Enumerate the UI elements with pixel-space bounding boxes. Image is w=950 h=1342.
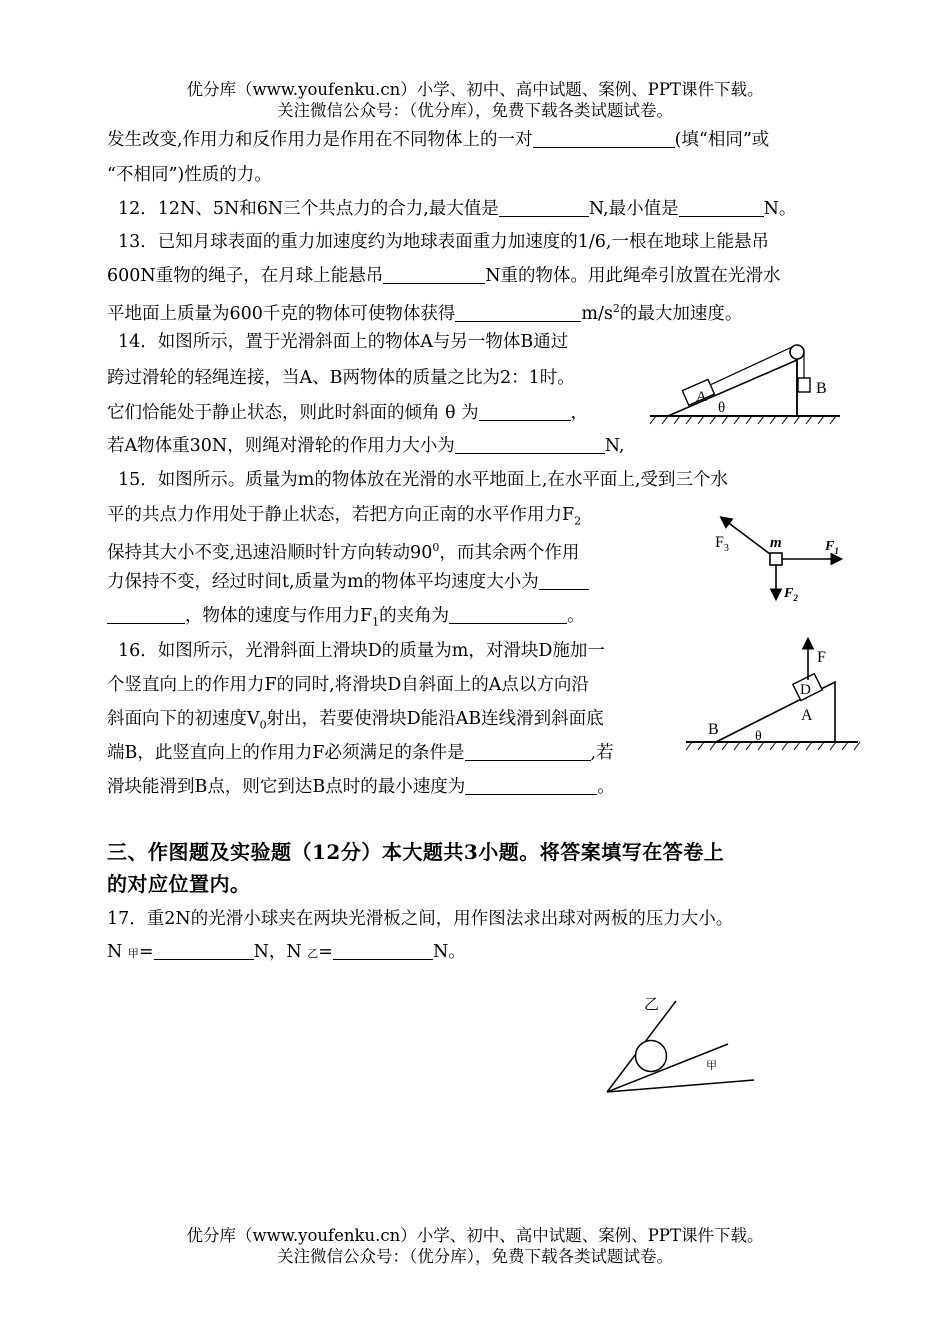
page-footer-line2: 关注微信公众号：（优分库），免费下载各类试题试卷。 [277, 1247, 673, 1266]
q17-fig-label-yi: 乙 [644, 997, 660, 1013]
q14-force-blank[interactable] [455, 435, 605, 454]
page-footer-line1: 优分库（www.youfenku.cn）小学、初中、高中试题、案例、PPT课件下载。 [186, 1226, 764, 1245]
section3-heading-line2: 的对应位置内。 [107, 872, 251, 896]
q13-unit-exponent: 2 [612, 302, 620, 315]
q16-line3 [107, 707, 604, 738]
q13-text-d: 的最大加速度。 [619, 303, 743, 324]
q17-line1: 17．重2N的光滑小球夹在两块光滑板之间，用作图法求出球对两板的压力大小。 [107, 909, 734, 929]
q15-velocity-blank-part1[interactable] [539, 571, 589, 590]
q15-text-f: 的夹角为 [379, 606, 450, 626]
q17-ball-plates-figure [600, 990, 760, 1100]
q15-line4 [107, 570, 589, 594]
q16-text-c: 端B，此竖直向上的作用力F必须满足的条件是 [107, 743, 465, 763]
page-header-line2: 关注微信公众号：（优分库），免费下载各类试题试卷。 [277, 101, 673, 120]
q16-text-a: 斜面向下的初速度V [107, 709, 260, 729]
q15-f1-subscript: 1 [372, 615, 380, 629]
q15-force-figure [700, 500, 860, 610]
q16-line2: 个竖直向上的作用力F的同时,将滑块D自斜面上的A点以方向沿 [107, 675, 589, 695]
q17-n-jia-sub: 甲 [127, 947, 139, 960]
q17-fig-label-jia: 甲 [706, 1060, 717, 1072]
q16-text-e: 滑块能滑到B点，则它到达B点时的最小速度为 [107, 777, 466, 797]
q17-yi-blank[interactable] [333, 941, 433, 960]
q15-text-e: ，物体的速度与作用力F [185, 606, 373, 626]
q14-line3 [107, 401, 588, 425]
q14-text-d: N, [604, 436, 625, 456]
q15-degree-sup: 0 [432, 541, 440, 554]
q12-line [118, 197, 796, 221]
q12-max-blank[interactable] [499, 198, 589, 217]
q13-line1: 13．已知月球表面的重力加速度约为地球表面重力加速度的1/6,一根在地球上能悬吊 [118, 232, 769, 252]
q16-line4 [107, 741, 614, 765]
q17-jia-blank[interactable] [154, 941, 254, 960]
q14-text-a: 它们恰能处于静止状态，则此时斜面的倾角 θ 为 [107, 403, 479, 423]
q13-text-b: N重的物体。用此绳牵引放置在光滑水 [485, 266, 781, 286]
q14-line4 [107, 434, 624, 458]
q16-fig-label-d: D [800, 682, 811, 698]
q15-line1: 15．如图所示。质量为m的物体放在光滑的水平地面上,在水平面上,受到三个水 [118, 470, 728, 490]
q11-line2: “不相同”)性质的力。 [107, 165, 272, 185]
q14-fig-label-b: B [816, 380, 827, 397]
q15-angle-blank[interactable] [449, 605, 567, 624]
q17-eq2: = [318, 942, 333, 962]
q17-n-jia: N [107, 942, 123, 962]
q15-line2 [107, 503, 581, 534]
q16-line1: 16．如图所示，光滑斜面上滑块D的质量为m，对滑块D施加一 [118, 641, 605, 661]
q17-unit2: N。 [432, 942, 466, 962]
q16-incline-figure [680, 632, 865, 757]
q16-fig-label-f: F [817, 649, 826, 666]
q15-fig-label-f1: $F_1$ [825, 539, 839, 556]
q14-angle-blank[interactable] [479, 402, 571, 421]
q17-unit1: N， [253, 942, 287, 962]
q11-text-a: 发生改变,作用力和反作用力是作用在不同物体上的一对 [107, 130, 533, 150]
q12-text-a: 12．12N、5N和6N三个共点力的合力,最大值是 [118, 199, 499, 219]
q15-line5 [107, 604, 585, 635]
q11-answer-blank[interactable] [533, 129, 675, 148]
q16-text-f: 。 [597, 777, 615, 797]
q13-line3 [107, 297, 742, 326]
q11-text-b: (填“相同”或 [674, 130, 770, 150]
q16-fig-label-theta: θ [755, 729, 762, 744]
q17-eq1: = [138, 942, 154, 962]
q15-velocity-blank-part2[interactable] [107, 605, 185, 624]
q13-accel-blank[interactable] [455, 303, 581, 322]
q14-text-c: 若A物体重30N，则绳对滑轮的作用力大小为 [107, 436, 455, 456]
q16-text-b: 射出，若要使滑块D能沿AB连线滑到斜面底 [266, 709, 604, 729]
q16-line5 [107, 775, 615, 799]
q14-line2: 跨过滑轮的轻绳连接，当A、B两物体的质量之比为2：1时。 [107, 368, 575, 388]
q14-fig-label-theta: θ [718, 400, 726, 416]
q15-line3 [107, 536, 579, 565]
q15-text-c: ，而其余两个作用 [439, 542, 580, 563]
q11-line1 [107, 128, 769, 152]
q13-unit: m/s [581, 303, 613, 324]
q12-min-blank[interactable] [679, 198, 764, 217]
q15-fig-label-f3: $F_3$ [715, 534, 729, 554]
q15-text-g: 。 [567, 606, 585, 626]
q17-n-yi-sub: 乙 [307, 947, 319, 960]
q17-n-yi: N [286, 942, 302, 962]
q16-v0-subscript: 0 [259, 718, 267, 732]
q14-line1: 14．如图所示，置于光滑斜面上的物体A与另一物体B通过 [118, 332, 569, 352]
q16-fig-label-b: B [708, 721, 719, 738]
q16-text-d: ,若 [590, 743, 614, 763]
q15-text-d: 力保持不变，经过时间t,质量为m的物体平均速度大小为 [107, 572, 539, 592]
q13-text-c: 平地面上质量为600千克的物体可使物体获得 [107, 303, 456, 324]
q13-weight-blank[interactable] [383, 265, 485, 284]
q15-fig-label-f2: $F_2$ [784, 586, 798, 603]
q15-f2-subscript: 2 [574, 514, 582, 528]
page-header-line1: 优分库（www.youfenku.cn）小学、初中、高中试题、案例、PPT课件下载。 [186, 80, 764, 99]
q15-fig-label-m: m [770, 535, 782, 551]
q13-line2 [107, 264, 781, 288]
q17-line2 [107, 940, 466, 966]
section3-heading-line1: 三、作图题及实验题（12分）本大题共3小题。将答案填写在答卷上 [107, 840, 725, 864]
q12-text-b: N,最小值是 [588, 199, 679, 219]
q16-fig-label-a: A [801, 707, 813, 724]
q15-text-b: 保持其大小不变,迅速沿顺时针方向转动90 [107, 542, 433, 563]
q12-text-c: N。 [763, 199, 797, 219]
q15-text-a: 平的共点力作用处于静止状态，若把方向正南的水平作用力F [107, 505, 575, 525]
q16-condition-blank[interactable] [465, 742, 591, 761]
q14-incline-pulley-figure [640, 330, 860, 430]
q14-text-b: ， [570, 403, 589, 423]
q16-min-speed-blank[interactable] [465, 776, 597, 795]
q14-fig-label-a: A [696, 389, 707, 405]
q13-text-a: 600N重物的绳子，在月球上能悬吊 [107, 266, 384, 286]
